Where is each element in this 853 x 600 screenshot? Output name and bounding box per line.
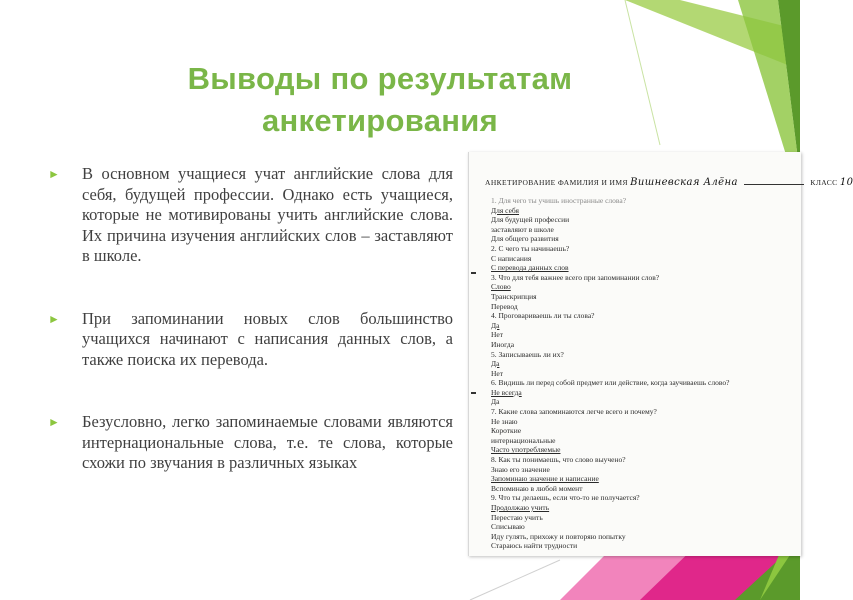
bullet-arrow-icon: ► xyxy=(48,167,60,181)
questionnaire-question: 1. Для чего ты учишь иностранные слова? xyxy=(491,196,627,205)
questionnaire-answer: Не знаю xyxy=(491,416,518,426)
questionnaire-answer: Для себя xyxy=(491,205,520,215)
questionnaire-answer: Нет xyxy=(491,330,504,340)
questionnaire-answer: Часто употребляемые xyxy=(491,445,561,455)
slide-title-line1: Выводы по результатам xyxy=(187,61,573,96)
questionnaire-answer: С написания xyxy=(491,253,532,263)
bullet-arrow-icon: ► xyxy=(48,415,60,429)
bullet-item xyxy=(48,412,453,474)
questionnaire-question: 2. С чего ты начинаешь? xyxy=(491,243,570,253)
questionnaire-answer: Транскрипция xyxy=(491,291,537,301)
bullet-item xyxy=(48,309,453,371)
questionnaire-answer: Продолжаю учить xyxy=(491,503,550,512)
questionnaire-answer: Перестаю учить xyxy=(491,512,543,522)
questionnaire-name-underline xyxy=(744,184,804,185)
slide-title xyxy=(150,58,610,142)
questionnaire-class-value: 10 xyxy=(839,177,853,188)
questionnaire-answer: Да xyxy=(491,397,500,407)
deco-line-bottom xyxy=(470,560,560,600)
scan-margin-mark xyxy=(471,272,476,274)
questionnaire-student-name: Вишневская Алёна xyxy=(630,177,738,188)
bullet-text: Безусловно, легко запоминаемые словами являются интернациональные слова, т.е. те слова, которые схожи по звучания в различных языках xyxy=(82,412,453,472)
questionnaire-answer: заставляют в школе xyxy=(491,224,554,234)
bullet-text: При запоминании новых слов большинство учащихся начинают с написания данных слов, а также поиска их перевода. xyxy=(82,308,453,369)
scan-margin-mark xyxy=(471,392,476,394)
bullet-item xyxy=(48,164,453,267)
questionnaire-header xyxy=(485,177,853,188)
bullet-list xyxy=(48,164,453,474)
questionnaire-scan xyxy=(468,152,853,556)
questionnaire-body xyxy=(491,196,796,551)
questionnaire-answer: Знаю его значение xyxy=(491,464,550,474)
bullet-text: В основном учащиеся учат английские слова для себя, будущей профессии. Однако есть учащиеся, которые не мотивированы учить английские слова. Их причина изучения английских слов – заставляют в школе. xyxy=(82,164,453,265)
deco-line-top xyxy=(625,0,660,145)
questionnaire-question: 9. Что ты делаешь, если что-то не получается? xyxy=(491,493,640,503)
bullet-arrow-icon: ► xyxy=(48,311,60,326)
questionnaire-question: 8. Как ты понимаешь, что слово выучено? xyxy=(491,455,626,465)
questionnaire-answer: Для будущей профессии xyxy=(491,215,570,225)
questionnaire-answer: интернациональные xyxy=(491,435,556,445)
questionnaire-question: 7. Какие слова запоминаются легче всего и почему? xyxy=(491,407,657,417)
questionnaire-answer: Да xyxy=(491,359,500,369)
questionnaire-answer: Короткие xyxy=(491,426,522,436)
questionnaire-answer: Вспоминаю в любой момент xyxy=(491,483,583,493)
slide-title-line2: анкетирования xyxy=(261,103,499,138)
questionnaire-answer: Перевод xyxy=(491,301,518,311)
questionnaire-answer: С перевода данных слов xyxy=(491,263,569,273)
questionnaire-answer: Для общего развития xyxy=(491,234,559,244)
questionnaire-question: 3. Что для тебя важнее всего при запоминании слов? xyxy=(491,272,660,282)
questionnaire-answer: Списываю xyxy=(491,522,525,532)
questionnaire-answer: Нет xyxy=(491,368,504,378)
questionnaire-header-label: АНКЕТИРОВАНИЕ ФАМИЛИЯ И ИМЯ xyxy=(485,178,628,187)
questionnaire-class-label: КЛАСС xyxy=(810,178,838,187)
questionnaire-question: 5. Записываешь ли их? xyxy=(491,349,564,359)
questionnaire-answer: Не всегда xyxy=(491,387,522,397)
questionnaire-answer: Слово xyxy=(491,282,511,292)
questionnaire-answer: Иногда xyxy=(491,339,515,349)
questionnaire-answer: Запоминаю значение и написание xyxy=(491,474,599,484)
questionnaire-question: 4. Проговариваешь ли ты слова? xyxy=(491,311,595,321)
questionnaire-answer: Иду гулять, прихожу и повторяю попытку xyxy=(491,531,626,541)
questionnaire-answer: Да xyxy=(491,320,500,330)
questionnaire-question: 6. Видишь ли перед собой предмет или действие, когда заучиваешь слово? xyxy=(491,378,730,388)
questionnaire-answer: Стараюсь найти трудности xyxy=(491,541,578,551)
